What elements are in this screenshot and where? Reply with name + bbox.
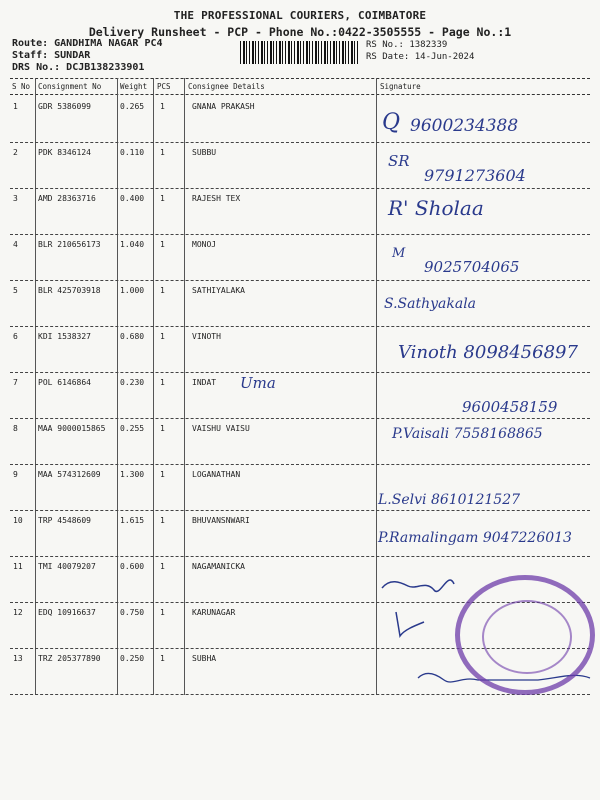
signature-row-8: P.Vaisali 7558168865 bbox=[392, 426, 543, 442]
cell-consignment: BLR 210656173 bbox=[38, 240, 101, 249]
col-header-signature: Signature bbox=[380, 82, 421, 91]
cell-sno: 6 bbox=[13, 332, 18, 341]
cell-weight: 0.230 bbox=[120, 378, 145, 387]
table-header-rule bbox=[10, 94, 590, 95]
cell-sno: 10 bbox=[13, 516, 23, 525]
signature-row-5: S.Sathyakala bbox=[384, 296, 477, 312]
cell-weight: 1.040 bbox=[120, 240, 145, 249]
cell-sno: 2 bbox=[13, 148, 18, 157]
signature-row-7-number: 9600458159 bbox=[462, 398, 558, 416]
company-title: THE PROFESSIONAL COURIERS, COIMBATORE bbox=[173, 9, 427, 22]
cell-consignee: LOGANATHAN bbox=[192, 470, 241, 479]
cell-pcs: 1 bbox=[160, 194, 165, 203]
cell-weight: 0.600 bbox=[120, 562, 145, 571]
cell-consignee: VINOTH bbox=[192, 332, 221, 341]
cell-sno: 1 bbox=[13, 102, 18, 111]
cell-sno: 4 bbox=[13, 240, 18, 249]
cell-consignment: BLR 425703918 bbox=[38, 286, 101, 295]
table-top-rule bbox=[10, 78, 590, 79]
cell-weight: 0.680 bbox=[120, 332, 145, 341]
cell-consignee: GNANA PRAKASH bbox=[192, 102, 255, 111]
cell-pcs: 1 bbox=[160, 148, 165, 157]
runsheet-subtitle: Delivery Runsheet - PCP - Phone No.:0422-3505555 - Page No.:1 bbox=[88, 25, 512, 39]
signature-initial: M bbox=[392, 246, 406, 261]
col-header-sno: S No bbox=[12, 82, 31, 91]
signature-row-7: Uma bbox=[240, 374, 276, 392]
cell-consignee: RAJESH TEX bbox=[192, 194, 241, 203]
signature-row-6: Vinoth 8098456897 bbox=[398, 342, 578, 363]
cell-weight: 0.110 bbox=[120, 148, 145, 157]
cell-sno: 7 bbox=[13, 378, 18, 387]
table-row bbox=[10, 188, 590, 235]
cell-weight: 1.300 bbox=[120, 470, 145, 479]
cell-pcs: 1 bbox=[160, 240, 165, 249]
cell-consignment: AMD 28363716 bbox=[38, 194, 96, 203]
company-stamp bbox=[455, 575, 595, 695]
cell-pcs: 1 bbox=[160, 516, 165, 525]
barcode bbox=[240, 41, 360, 64]
cell-weight: 0.750 bbox=[120, 608, 145, 617]
cell-consignment: TRP 4548609 bbox=[38, 516, 91, 525]
cell-consignment: TRZ 205377890 bbox=[38, 654, 101, 663]
route-label: Route: GANDHIMA NAGAR PC4 bbox=[12, 38, 163, 49]
signature-initial: Q bbox=[382, 110, 401, 135]
cell-weight: 1.615 bbox=[120, 516, 145, 525]
cell-consignee: SUBHA bbox=[192, 654, 217, 663]
cell-sno: 13 bbox=[13, 654, 23, 663]
signature-row-9: L.Selvi 8610121527 bbox=[378, 492, 521, 508]
cell-weight: 1.000 bbox=[120, 286, 145, 295]
staff-label: Staff: SUNDAR bbox=[12, 50, 91, 61]
cell-consignee: VAISHU VAISU bbox=[192, 424, 250, 433]
signature-row-1: 9600234388 bbox=[410, 116, 519, 136]
cell-pcs: 1 bbox=[160, 332, 165, 341]
col-header-weight: Weight bbox=[120, 82, 148, 91]
cell-consignee: BHUVANSNWARI bbox=[192, 516, 250, 525]
cell-sno: 11 bbox=[13, 562, 23, 571]
col-header-consignment: Consignment No bbox=[38, 82, 102, 91]
cell-weight: 0.400 bbox=[120, 194, 145, 203]
cell-weight: 0.255 bbox=[120, 424, 145, 433]
rs-no-label: RS No.: 1382339 bbox=[366, 40, 448, 50]
cell-sno: 5 bbox=[13, 286, 18, 295]
company-stamp-inner bbox=[482, 600, 572, 674]
cell-consignment: MAA 9000015865 bbox=[38, 424, 106, 433]
cell-consignment: MAA 574312609 bbox=[38, 470, 101, 479]
cell-sno: 8 bbox=[13, 424, 18, 433]
cell-sno: 3 bbox=[13, 194, 18, 203]
cell-consignment: KDI 1538327 bbox=[38, 332, 91, 341]
col-header-pcs: PCS bbox=[157, 82, 171, 91]
cell-consignee: KARUNAGAR bbox=[192, 608, 236, 617]
cell-sno: 12 bbox=[13, 608, 23, 617]
signature-row-10: P.Ramalingam 9047226013 bbox=[378, 530, 572, 546]
cell-sno: 9 bbox=[13, 470, 18, 479]
cell-pcs: 1 bbox=[160, 424, 165, 433]
drs-label: DRS No.: DCJB138233901 bbox=[12, 62, 145, 73]
cell-consignee: NAGAMANICKA bbox=[192, 562, 245, 571]
table-row bbox=[10, 280, 590, 327]
cell-consignment: PDK 8346124 bbox=[38, 148, 91, 157]
cell-pcs: 1 bbox=[160, 286, 165, 295]
signature-row-4: 9025704065 bbox=[424, 258, 520, 276]
cell-consignment: GDR 5386099 bbox=[38, 102, 91, 111]
cell-consignee: SUBBU bbox=[192, 148, 217, 157]
cell-consignee: INDAT bbox=[192, 378, 217, 387]
cell-pcs: 1 bbox=[160, 608, 165, 617]
col-header-consignee: Consignee Details bbox=[188, 82, 265, 91]
cell-pcs: 1 bbox=[160, 378, 165, 387]
cell-consignee: MONOJ bbox=[192, 240, 217, 249]
cell-pcs: 1 bbox=[160, 470, 165, 479]
cell-pcs: 1 bbox=[160, 654, 165, 663]
signature-row-2: 9791273604 bbox=[424, 166, 526, 185]
signature-row-3: R' Sholaa bbox=[388, 196, 484, 220]
cell-consignment: POL 6146864 bbox=[38, 378, 91, 387]
cell-pcs: 1 bbox=[160, 102, 165, 111]
cell-consignee: SATHIYALAKA bbox=[192, 286, 245, 295]
cell-weight: 0.265 bbox=[120, 102, 145, 111]
cell-pcs: 1 bbox=[160, 562, 165, 571]
cell-weight: 0.250 bbox=[120, 654, 145, 663]
signature-initial: SR bbox=[388, 152, 410, 170]
cell-consignment: EDQ 10916637 bbox=[38, 608, 96, 617]
rs-date-label: RS Date: 14-Jun-2024 bbox=[366, 52, 475, 62]
cell-consignment: TMI 40079207 bbox=[38, 562, 96, 571]
